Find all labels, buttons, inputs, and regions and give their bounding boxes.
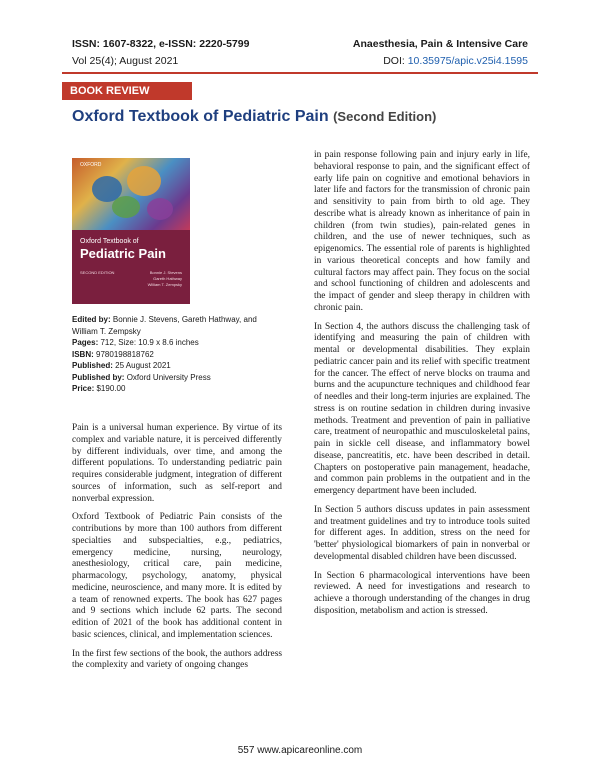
issn-text: ISSN: 1607-8322, e-ISSN: 2220-5799 [72,38,250,50]
page-footer: 557 www.apicareonline.com [237,745,363,756]
left-column [72,423,282,679]
paragraph: in pain response following pain and injury early in life, behavioral response to pain, and the significant effect of early life pain on cognitive and emotional behaviors in later life and factors for the transmission of chronic pain and sensitivity to pain from birth to old age. They describe what is already known as inheritance of pain in children (from twin studies), pain-related genes in children, and the use of newer techniques, such as epigenomics. The essential role of parents is highlighted in various theoretical concepts and how family and cultural factors may affect pain. They focus on the social and school functioning of children and adolescents and the impact of gender and sleep therapy in children with chronic pain. [314,150,530,313]
meta-isbn: ISBN: 9780198818762 [72,349,154,359]
paragraph: In Section 5 authors discuss updates in pain assessment and treatment guidelines and try to introduce tools suited for different ages. In addition, stress on the need for 'better' physiological biomarkers of pain in nonverbal or developmental disabled children have been discussed. [314,504,530,562]
doi-label: DOI: [383,55,405,67]
meta-edited-by: Edited by: Bonnie J. Stevens, Gareth Hathway, and William T. Zempsky [72,315,257,336]
book-cover-image [72,158,190,304]
cover-edition: SECOND EDITION [80,270,115,275]
cover-editor: Gareth Hathway [153,276,182,281]
journal-name: Anaesthesia, Pain & Intensive Care [352,38,528,50]
cover-artwork [72,158,190,230]
paragraph: In Section 6 pharmacological interventions have been reviewed. A need for investigations and research to achieve a thorough understanding of the changes in drug disposition, metabolism and action is stressed. [314,570,530,616]
right-column [314,150,530,625]
paragraph: Oxford Textbook of Pediatric Pain consists of the contributions by more than 100 authors from different specialties and subspecialties, e.g., pediatrics, emergency medicine, nursing, neurology, anesthesiology, critical care, pain medicine, pharmacology, psychology, anatomy, physical medicine, neuroscience, and many more. It is edited by a team of renowned experts. The book has 627 pages and 9 sections which include 62 parts. The second edition of 2021 of the book has additional content in basic sciences, clinical, and implementation sciences. [72,512,282,640]
cover-editor: Bonnie J. Stevens [149,270,182,275]
header-row-1 [72,38,528,50]
paragraph: Pain is a universal human experience. By virtue of its complex and variable nature, it is perceived differently by different individuals, over time, and among the different populations. To understanding pediatric pain requires considerable judgment, integration of different sources of information, such as self-report and nonverbal expression. [72,423,282,504]
book-edition: (Second Edition) [333,109,437,124]
header-row-2 [72,55,528,67]
page-title [72,108,436,126]
meta-published-by: Published by: Oxford University Press [72,372,211,382]
doi-group [383,55,528,67]
header-divider [62,72,538,74]
cover-editors [148,270,182,288]
paragraph: In Section 4, the authors discuss the challenging task of identifying and measuring the pain of children with mental or developmental disabilities. They explain pediatric cancer pain and its relief with specific treatment for the cancer. The effect of nerve blocks on trauma and burns and the acupuncture techniques and childhood fear of needles and their long-term injuries are explained. The stress is on routine sedation in children during invasive methods. Treatment and prevention of pain in palliative care, treatment of neuropathic and musculoskeletal pains, pain in sickle cell disease, and inflammatory bowel disease, pancreatitis, etc. have been described in detail. Chapters on postoperative pain management, headache, and common pain problems in the outpatient and in the emergency department have been included. [314,321,530,496]
section-banner: BOOK REVIEW [62,82,192,100]
meta-pages: Pages: 712, Size: 10.9 x 8.6 inches [72,338,199,347]
volume-text: Vol 25(4); August 2021 [72,55,179,67]
doi-link[interactable]: 10.35975/apic.v25i4.1595 [407,55,528,67]
cover-publisher: OXFORD [80,162,102,168]
book-title: Oxford Textbook of Pediatric Pain [72,108,329,125]
book-details [72,314,282,395]
paragraph: In the first few sections of the book, the authors address the complexity and variety of ongoing changes [72,648,282,671]
meta-price: Price: $190.00 [72,384,126,393]
cover-title-line1: Oxford Textbook of [80,238,139,245]
cover-title-line2: Pediatric Pain [80,246,166,261]
meta-published: Published: 25 August 2021 [72,361,171,370]
cover-editor: William T. Zempsky [147,282,182,287]
cover-title [80,238,166,261]
